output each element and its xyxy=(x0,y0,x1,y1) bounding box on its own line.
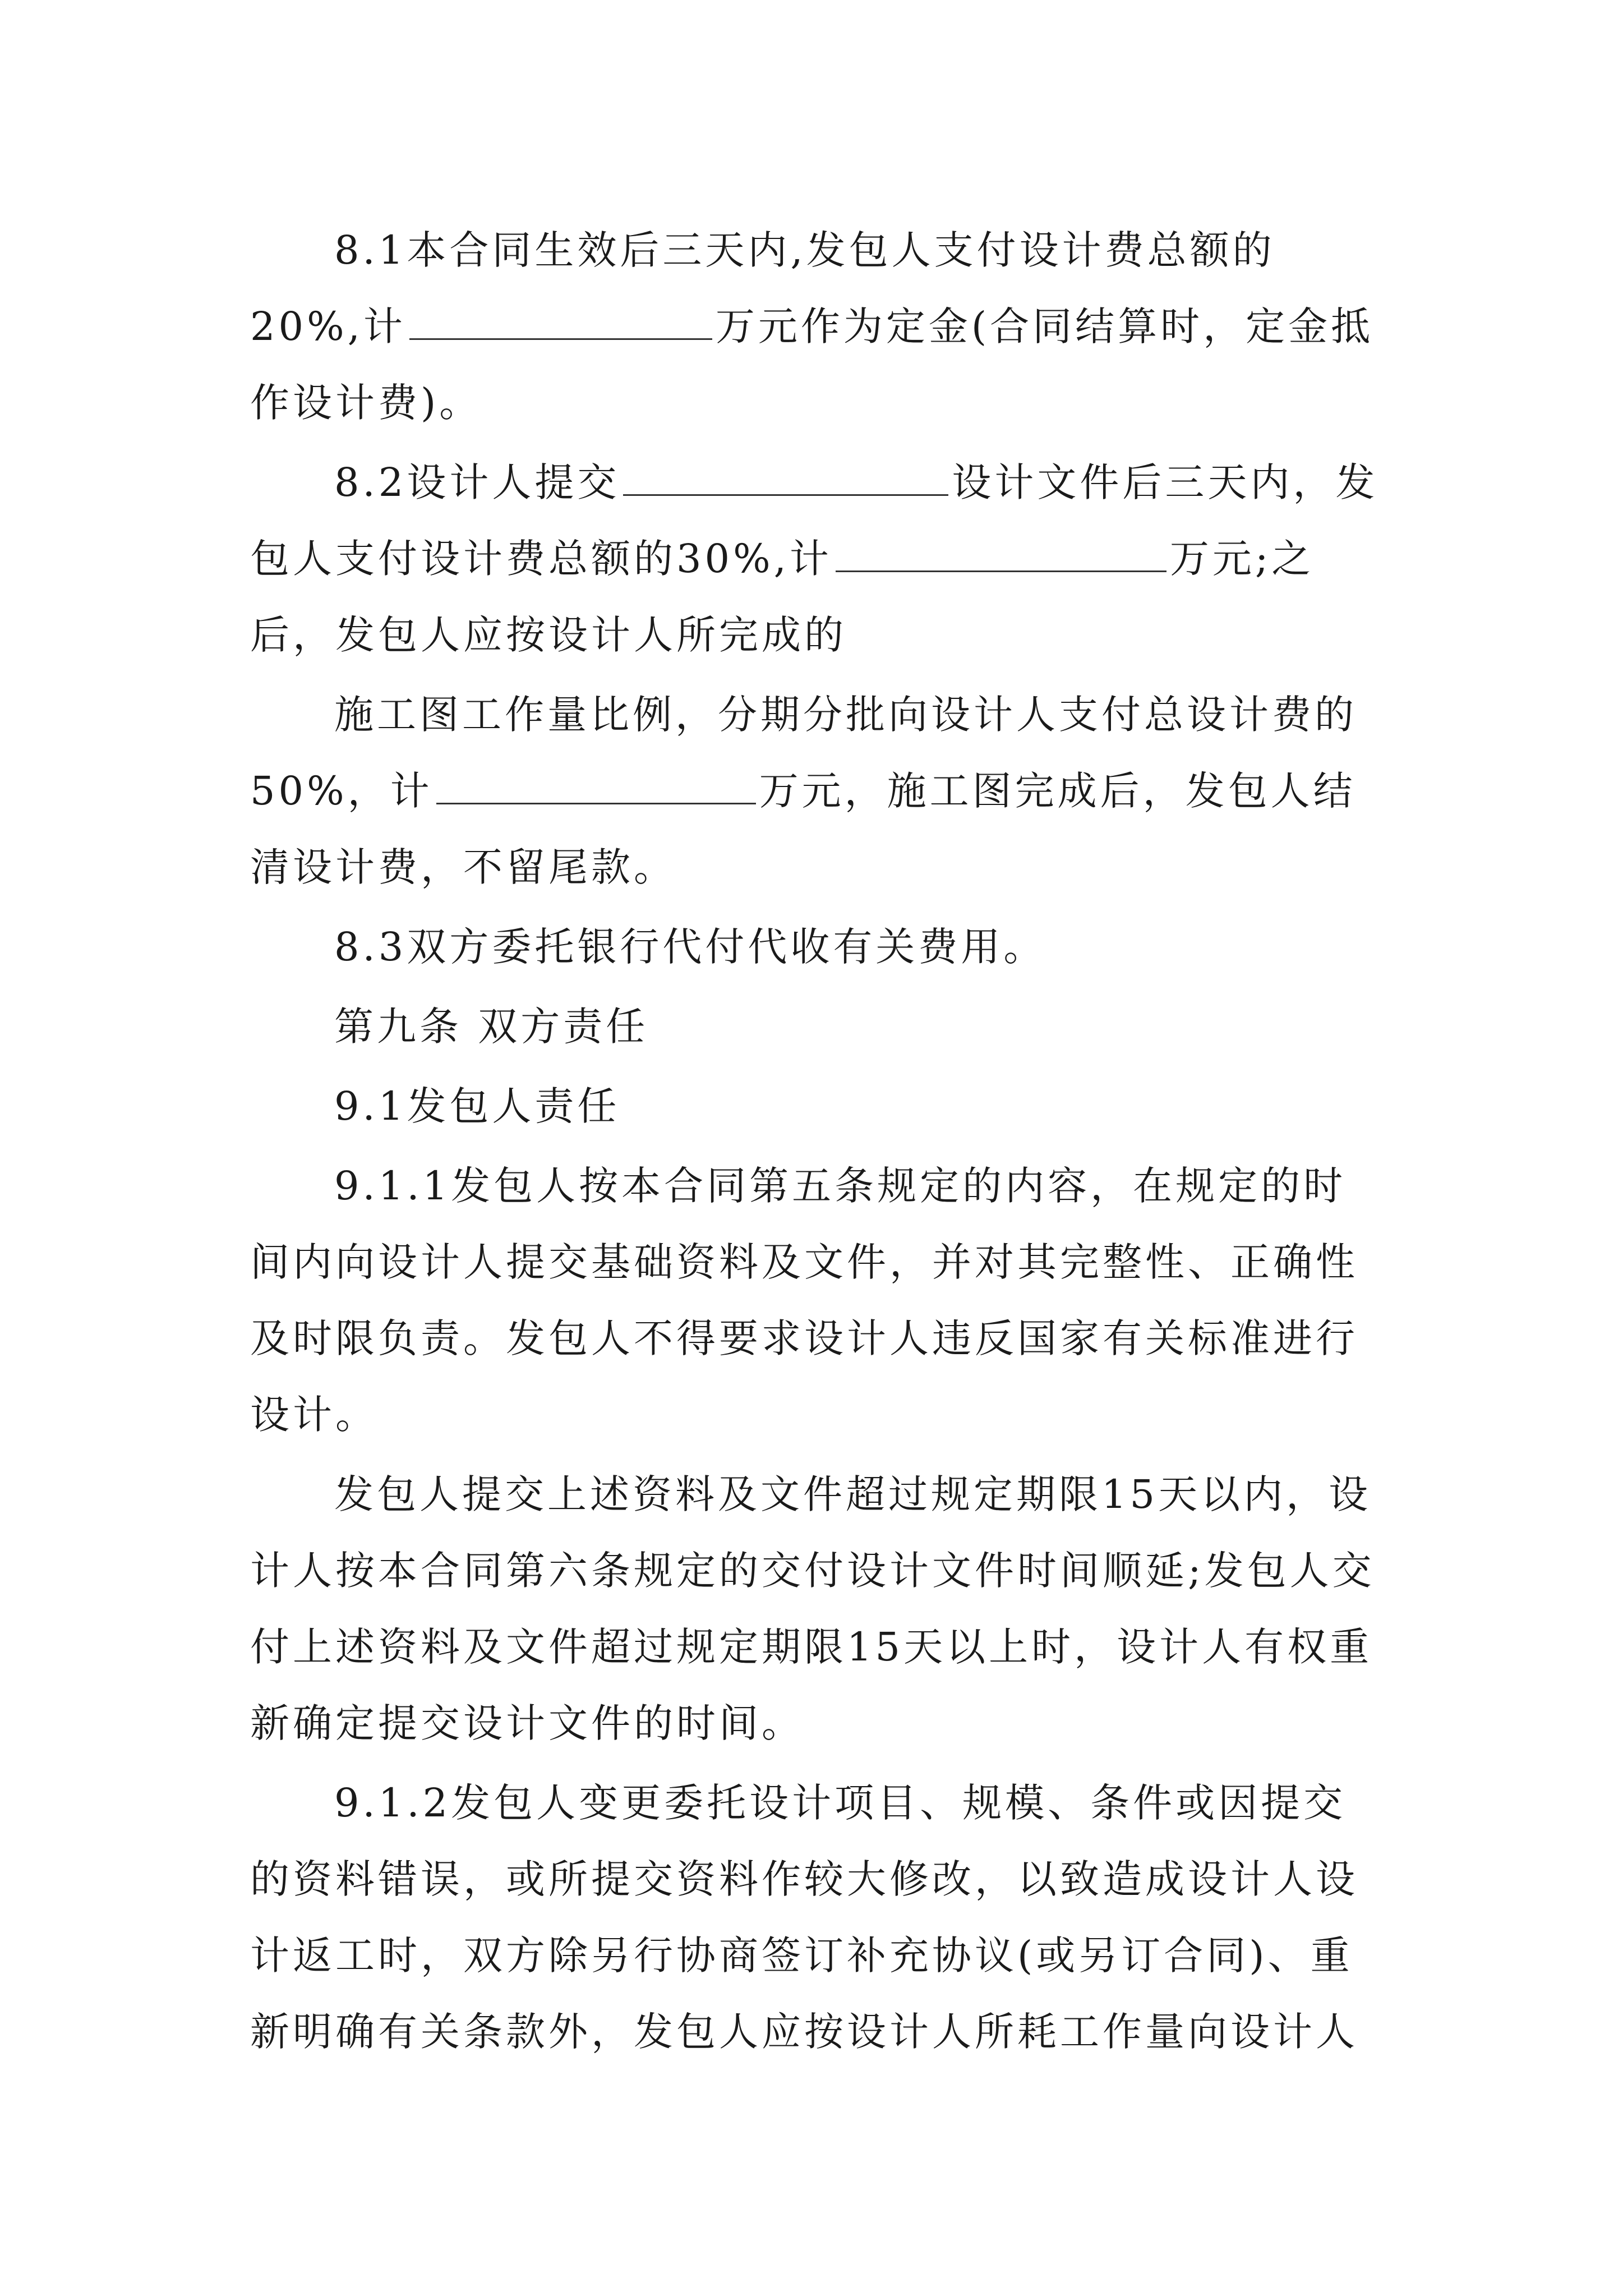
paragraph-8-1-text-a: 8.1本合同生效后三天内,发包人支付设计费总额的20%,计 xyxy=(250,227,1275,349)
paragraph-construction-text-b: 万元，施工图完成后，发包人结清设计费，不留尾款。 xyxy=(250,768,1356,890)
paragraph-construction-drawings xyxy=(250,677,1383,905)
paragraph-construction-text-a: 施工图工作量比例，分期分批向设计人支付总设计费的50%，计 xyxy=(250,692,1357,814)
paragraph-9-1-2: 9.1.2发包人变更委托设计项目、规模、条件或因提交的资料错误，或所提交资料作较大修改，以致造成设计人设计返工时，双方除另行协商签订补充协议(或另订合同)、重新明确有关条款外，发包人应按设计人所耗工作量向设计人 xyxy=(250,1780,1358,2055)
fill-blank-second-payment[interactable] xyxy=(836,536,1166,572)
paragraph-8-2-text-b: 设计文件后三天内，发包人支付设计费总额的30%,计 xyxy=(250,459,1378,582)
section-9-1-heading: 9.1发包人责任 xyxy=(334,1083,620,1129)
paragraph-8-3: 8.3双方委托银行代付代收有关费用。 xyxy=(334,924,1046,970)
document-body xyxy=(250,212,1383,2070)
paragraph-8-2 xyxy=(250,444,1383,673)
article-9-heading: 第九条 双方责任 xyxy=(334,1004,649,1050)
paragraph-8-1 xyxy=(250,212,1383,441)
paragraph-8-2-text-a: 8.2设计人提交 xyxy=(334,459,620,505)
paragraph-9-1-1: 9.1.1发包人按本合同第五条规定的内容，在规定的时间内向设计人提交基础资料及文件，并对其完整性、正确性及时限负责。发包人不得要求设计人违反国家有关标准进行设计。 xyxy=(250,1163,1358,1438)
paragraph-8-1-text-b: 万元作为定金(合同结算时，定金抵作设计费)。 xyxy=(250,303,1374,426)
fill-blank-deposit[interactable] xyxy=(409,303,712,340)
fill-blank-third-payment[interactable] xyxy=(436,768,756,804)
paragraph-8-2-text-c: 万元;之后，发包人应按设计人所完成的 xyxy=(250,536,1315,658)
fill-blank-design-documents[interactable] xyxy=(623,459,948,496)
paragraph-late-submission: 发包人提交上述资料及文件超过规定期限15天以内，设计人按本合同第六条规定的交付设计文件时间顺延;发包人交付上述资料及文件超过规定期限15天以上时，设计人有权重新确定提交设计文件的时间。 xyxy=(250,1471,1375,1746)
